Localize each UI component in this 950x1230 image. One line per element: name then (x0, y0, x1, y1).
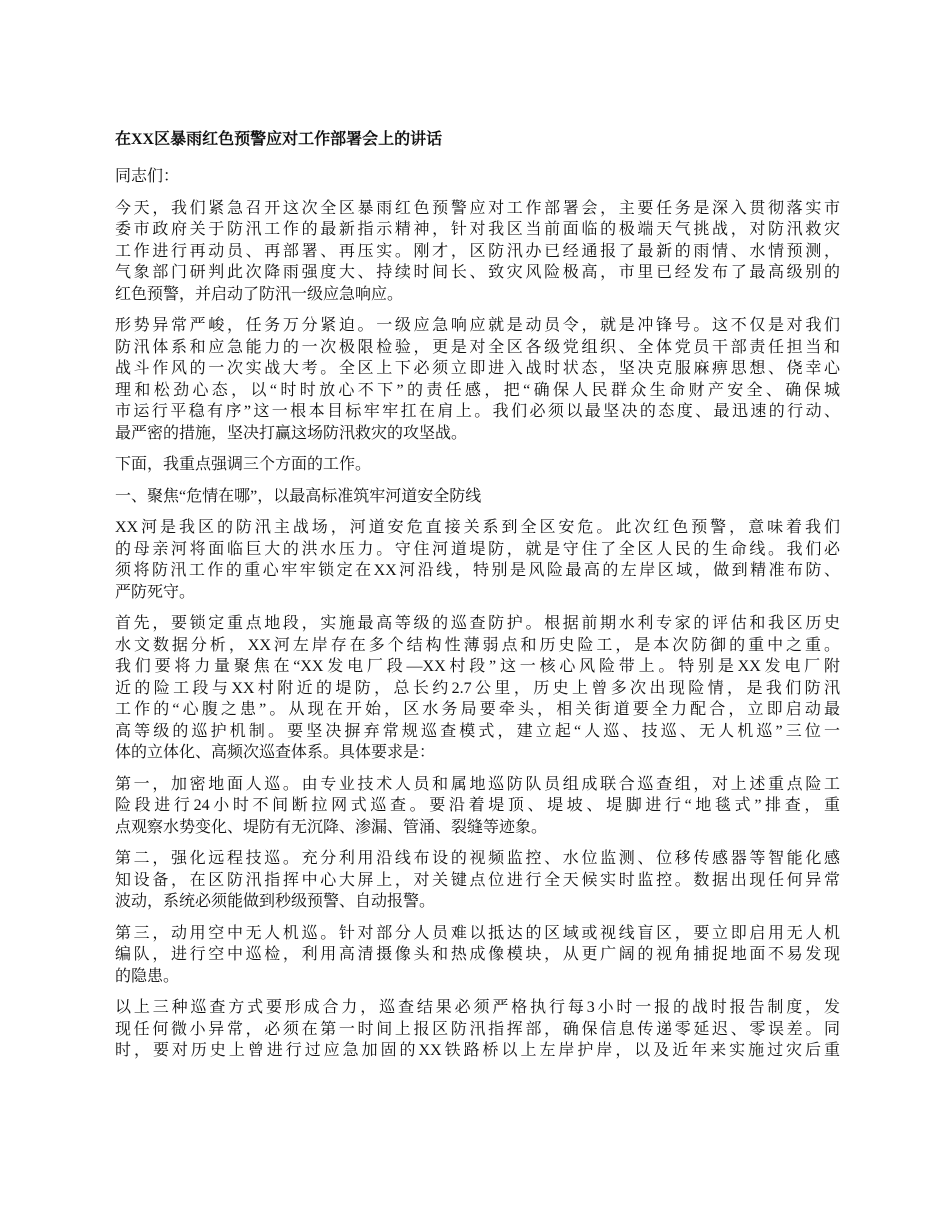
paragraph-line: 战斗作风的一次实战大考。全区上下必须立即进入战时状态，坚决克服麻痹思想、侥幸心 (115, 360, 840, 377)
paragraph-line: 严防死守。 (115, 583, 196, 601)
document-title: 在XX区暴雨红色预警应对工作部署会上的讲话 (115, 131, 443, 148)
paragraph-line: 水文数据分析，XX河左岸存在多个结构性薄弱点和历史险工，是本次防御的重中之重。 (115, 636, 840, 654)
paragraph-line: 最严密的措施，坚决打赢这场防汛救灾的攻坚战。 (115, 424, 468, 442)
paragraph-line: 的隐患。 (115, 967, 180, 985)
paragraph (115, 997, 840, 1062)
paragraph (115, 517, 840, 603)
paragraph-line: 须将防汛工作的重心牢牢锁定在XX河沿线，特别是风险最高的左岸区域，做到精准布防、 (115, 562, 840, 579)
paragraph-line: 第三，动用空中无人机巡。针对部分人员难以抵达的区域或视线盲区，要立即启用无人机 (115, 924, 840, 942)
document-page (115, 129, 840, 1072)
paragraph-line: 点观察水势变化、堤防有无沉降、渗漏、管涌、裂缝等迹象。 (115, 818, 548, 836)
paragraph-line: 工作进行再动员、再部署、再压实。刚才，区防汛办已经通报了最新的雨情、水情预测， (115, 242, 840, 260)
paragraph-line: 第二，强化远程技巡。充分利用沿线布设的视频监控、水位监测、位移传感器等智能化感 (115, 850, 840, 867)
paragraph-line: 的母亲河将面临巨大的洪水压力。守住河道堤防，就是守住了全区人民的生命线。我们必 (115, 540, 840, 558)
paragraph-line: 委市政府关于防汛工作的最新指示精神，针对我区当前面临的极端天气挑战，对防汛救灾 (115, 221, 840, 238)
paragraph-line: 形势异常严峻，任务万分紧迫。一级应急响应就是动员令，就是冲锋号。这不仅是对我们 (115, 317, 840, 334)
paragraph-line: 波动，系统必须能做到秒级预警、自动报警。 (115, 893, 436, 910)
paragraph-line: 同志们： (115, 168, 180, 185)
paragraph (115, 198, 840, 306)
paragraph (115, 166, 840, 188)
paragraph (115, 315, 840, 444)
paragraph-line: 理和松劲心态，以“时时放心不下”的责任感，把“确保人民群众生命财产安全、确保城 (115, 381, 840, 399)
paragraph (115, 923, 840, 988)
paragraph-line: 市运行平稳有序”这一根本目标牢牢扛在肩上。我们必须以最坚决的态度、最迅速的行动、 (115, 403, 840, 420)
paragraph-line: 编队，进行空中巡检，利用高清摄像头和热成像模块，从更广阔的视角捕捉地面不易发现 (115, 946, 840, 963)
paragraph-line: 首先，要锁定重点地段，实施最高等级的巡查防护。根据前期水利专家的评估和我区历史 (115, 615, 840, 632)
paragraph-line: 防汛体系和应急能力的一次极限检验，更是对全区各级党组织、全体党员干部责任担当和 (115, 338, 840, 356)
paragraph-line: 我们要将力量聚焦在“XX发电厂段—XX村段”这一核心风险带上。特别是XX发电厂附 (115, 658, 840, 675)
paragraph-line: 高等级的巡护机制。要坚决摒弃常规巡查模式，建立起“人巡、技巡、无人机巡”三位一 (115, 722, 840, 740)
paragraph-line: 知设备，在区防汛指挥中心大屏上，对关键点位进行全天候实时监控。数据出现任何异常 (115, 871, 840, 889)
paragraph-line: 体的立体化、高频次巡查体系。具体要求是： (115, 744, 436, 761)
paragraph-line: 气象部门研判此次降雨强度大、持续时间长、致灾风险极高，市里已经发布了最高级别的 (115, 264, 840, 281)
paragraph-line: 红色预警，并启动了防汛一级应急响应。 (115, 285, 404, 303)
paragraph (115, 848, 840, 913)
paragraph-line: XX河是我区的防汛主战场，河道安危直接关系到全区安危。此次红色预警，意味着我们 (115, 519, 840, 536)
paragraph-line: 第一，加密地面人巡。由专业技术人员和属地巡防队员组成联合巡查组，对上述重点险工 (115, 775, 840, 793)
paragraph (115, 486, 840, 508)
paragraph-line: 险段进行24小时不间断拉网式巡查。要沿着堤顶、堤坡、堤脚进行“地毯式”排查，重 (115, 797, 840, 814)
paragraph-line: 今天，我们紧急召开这次全区暴雨红色预警应对工作部署会，主要任务是深入贯彻落实市 (115, 199, 840, 217)
paragraph-line: 近的险工段与XX村附近的堤防，总长约2.7公里，历史上曾多次出现险情，是我们防汛 (115, 679, 840, 697)
paragraph (115, 613, 840, 764)
document-body (115, 166, 840, 1062)
paragraph-line: 以上三种巡查方式要形成合力，巡查结果必须严格执行每3小时一报的战时报告制度，发 (115, 999, 840, 1016)
paragraph-line: 下面，我重点强调三个方面的工作。 (115, 456, 372, 473)
paragraph-line: 一、聚焦“危情在哪”，以最高标准筑牢河道安全防线 (115, 487, 482, 505)
paragraph-line: 现任何微小异常，必须在第一时间上报区防汛指挥部，确保信息传递零延迟、零误差。同 (115, 1020, 840, 1038)
paragraph-line: 时，要对历史上曾进行过应急加固的XX铁路桥以上左岸护岸，以及近年来实施过灾后重 (115, 1042, 840, 1059)
paragraph (115, 454, 840, 476)
paragraph (115, 774, 840, 839)
paragraph-line: 工作的“心腹之患”。从现在开始，区水务局要牵头，相关街道要全力配合，立即启动最 (115, 701, 840, 718)
